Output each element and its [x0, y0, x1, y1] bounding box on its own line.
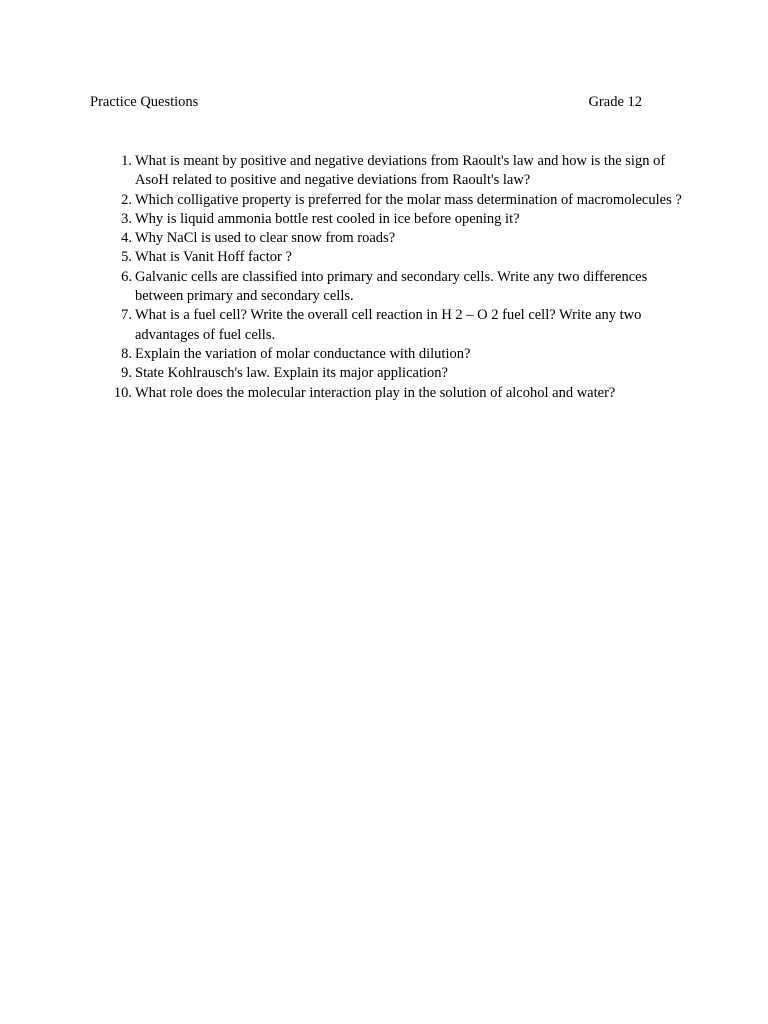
question-number: 10.	[113, 384, 132, 401]
question-number: 6.	[121, 268, 132, 285]
question-number: 4.	[121, 230, 132, 247]
question-item	[108, 345, 688, 364]
question-item	[108, 384, 688, 403]
document-title: Practice Questions	[90, 94, 199, 110]
question-number: 9.	[121, 365, 132, 382]
question-list	[108, 152, 688, 403]
page-header	[90, 93, 642, 113]
question-text: What is Vanit Hoff factor ?	[135, 249, 292, 266]
question-text: Galvanic cells are classified into primary and secondary cells. Write any two differences between primary and secondary cells.	[135, 268, 648, 305]
question-text: What role does the molecular interaction play in the solution of alcohol and water?	[135, 384, 616, 401]
question-item	[108, 306, 688, 345]
question-item	[108, 229, 688, 248]
question-text: Why NaCl is used to clear snow from roads?	[135, 230, 396, 247]
question-number: 2.	[121, 191, 132, 208]
question-text: What is a fuel cell? Write the overall cell reaction in H 2 – O 2 fuel cell? Write any two advantages of fuel cells.	[135, 307, 642, 343]
question-item	[108, 152, 688, 191]
question-text: Why is liquid ammonia bottle rest cooled in ice before opening it?	[135, 210, 520, 227]
grade-label: Grade 12	[588, 94, 642, 110]
question-text: Which colligative property is preferred for the molar mass determination of macromolecules ?	[135, 191, 682, 208]
question-number: 5.	[121, 249, 132, 266]
question-text: Explain the variation of molar conductance with dilution?	[135, 345, 471, 362]
question-number: 1.	[121, 153, 132, 169]
question-number: 7.	[121, 307, 132, 324]
question-text: What is meant by positive and negative deviations from Raoult's law and how is the sign of AsoH related to positive and negative deviations from Raoult's law?	[135, 153, 666, 189]
question-number: 3.	[121, 210, 132, 227]
question-item	[108, 191, 688, 210]
question-item	[108, 364, 688, 383]
question-item	[108, 248, 688, 267]
question-text: State Kohlrausch's law. Explain its major application?	[135, 365, 448, 382]
question-number: 8.	[121, 345, 132, 362]
question-item	[108, 268, 688, 307]
question-item	[108, 210, 688, 229]
